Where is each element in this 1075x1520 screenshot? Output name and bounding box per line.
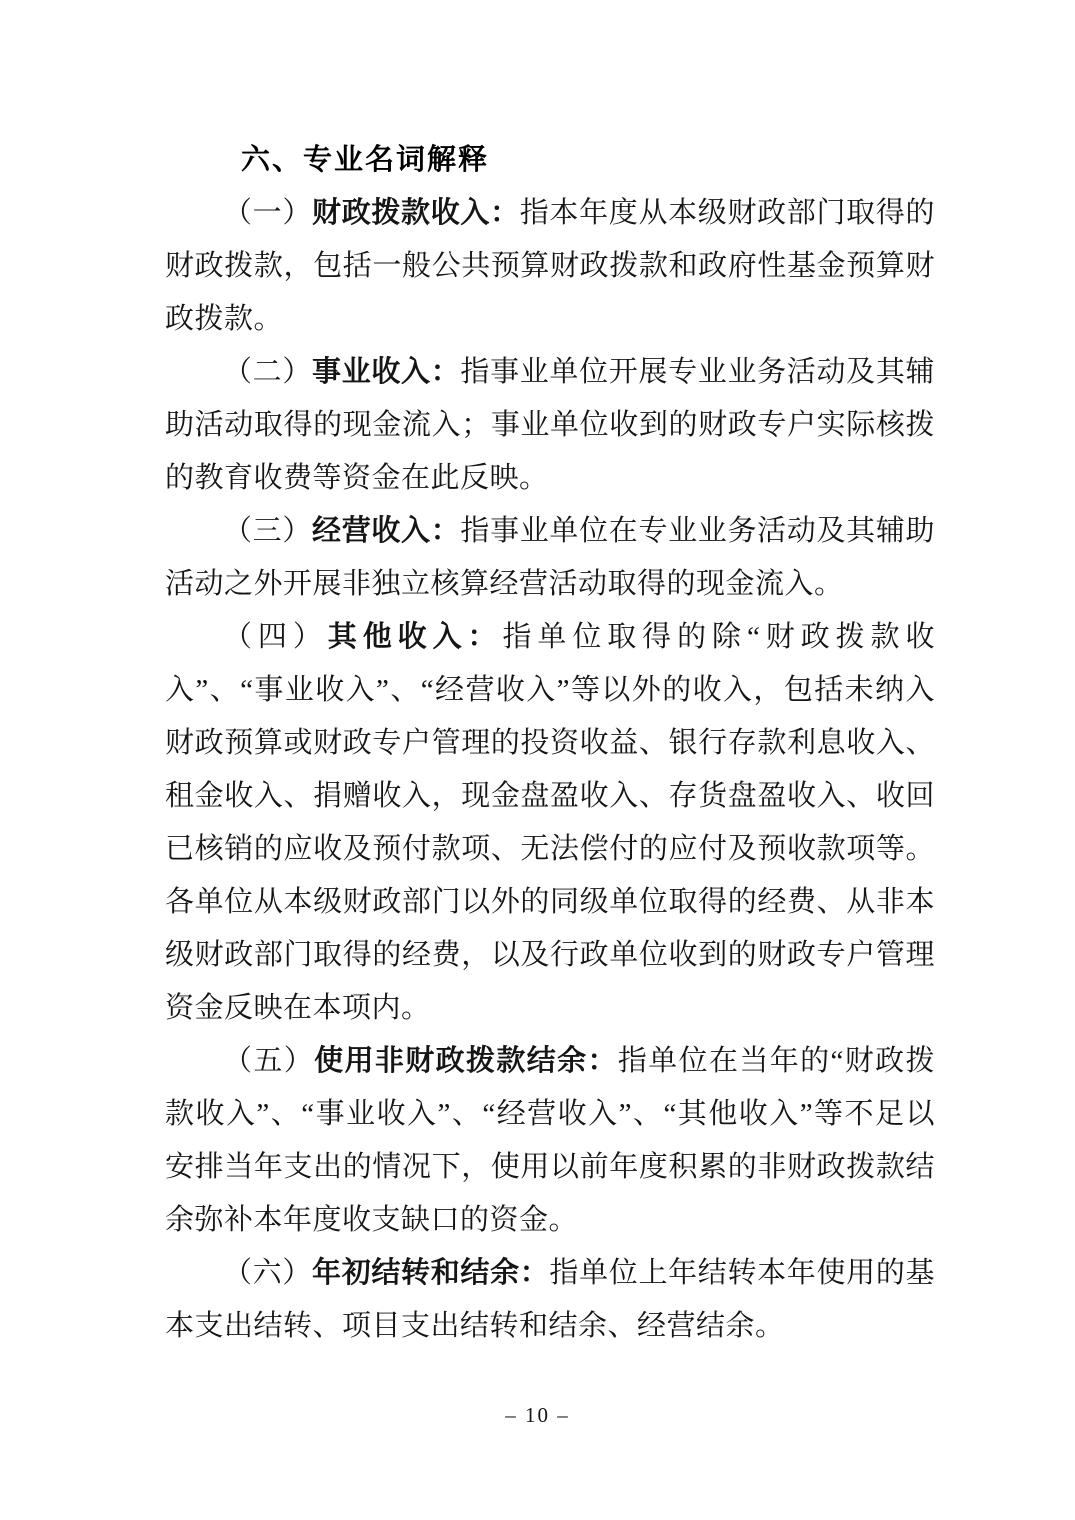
definition-paragraph-4 [165,611,935,1035]
definition-paragraph-1 [165,187,935,346]
page-number: – 10 – [505,1403,570,1427]
item-number: （一） [223,197,313,229]
item-number: （四） [223,621,328,653]
item-number: （三） [223,515,313,547]
section-title: 六、专业名词解释 [241,144,490,176]
document-content [165,134,935,1353]
term-label: 财政拨款收入： [312,197,520,229]
definition-text: 指单位在当年的“财政拨款收入”、“事业收入”、“经营收入”、“其他收入”等不足以安排当年支出的情况下，使用以前年度积累的非财政拨款结余弥补本年度收支缺口的资金。 [165,1045,935,1236]
term-label: 事业收入： [312,356,461,388]
term-label: 使用非财政拨款结余： [314,1045,618,1077]
term-label: 年初结转和结余： [312,1257,550,1289]
item-number: （二） [223,356,313,388]
definition-text: 指事业单位开展专业业务活动及其辅助活动取得的现金流入；事业单位收到的财政专户实际核拨的教育收费等资金在此反映。 [165,356,935,494]
definition-text: 指单位上年结转本年使用的基本支出结转、项目支出结转和结余、经营结余。 [165,1257,935,1342]
definition-paragraph-6 [165,1247,935,1353]
item-number: （五） [223,1045,315,1077]
definition-paragraph-3 [165,505,935,611]
definition-text: 指事业单位在专业业务活动及其辅助活动之外开展非独立核算经营活动取得的现金流入。 [165,515,935,600]
item-number: （六） [223,1257,313,1289]
term-label: 其他收入： [327,621,503,653]
term-label: 经营收入： [312,515,461,547]
definition-paragraph-2 [165,346,935,505]
definition-paragraph-5 [165,1035,935,1247]
definition-text: 指单位取得的除“财政拨款收入”、“事业收入”、“经营收入”等以外的收入，包括未纳入财政预算或财政专户管理的投资收益、银行存款利息收入、租金收入、捐赠收入，现金盘盈收入、存货盘盈收入、收回已核销的应收及预付款项、无法偿付的应付及预收款项等。各单位从本级财政部门以外的同级单位取得的经费、从非本级财政部门取得的经费，以及行政单位收到的财政专户管理资金反映在本项内。 [165,621,935,1024]
definition-text: 指本年度从本级财政部门取得的财政拨款，包括一般公共预算财政拨款和政府性基金预算财政拨款。 [165,197,935,335]
